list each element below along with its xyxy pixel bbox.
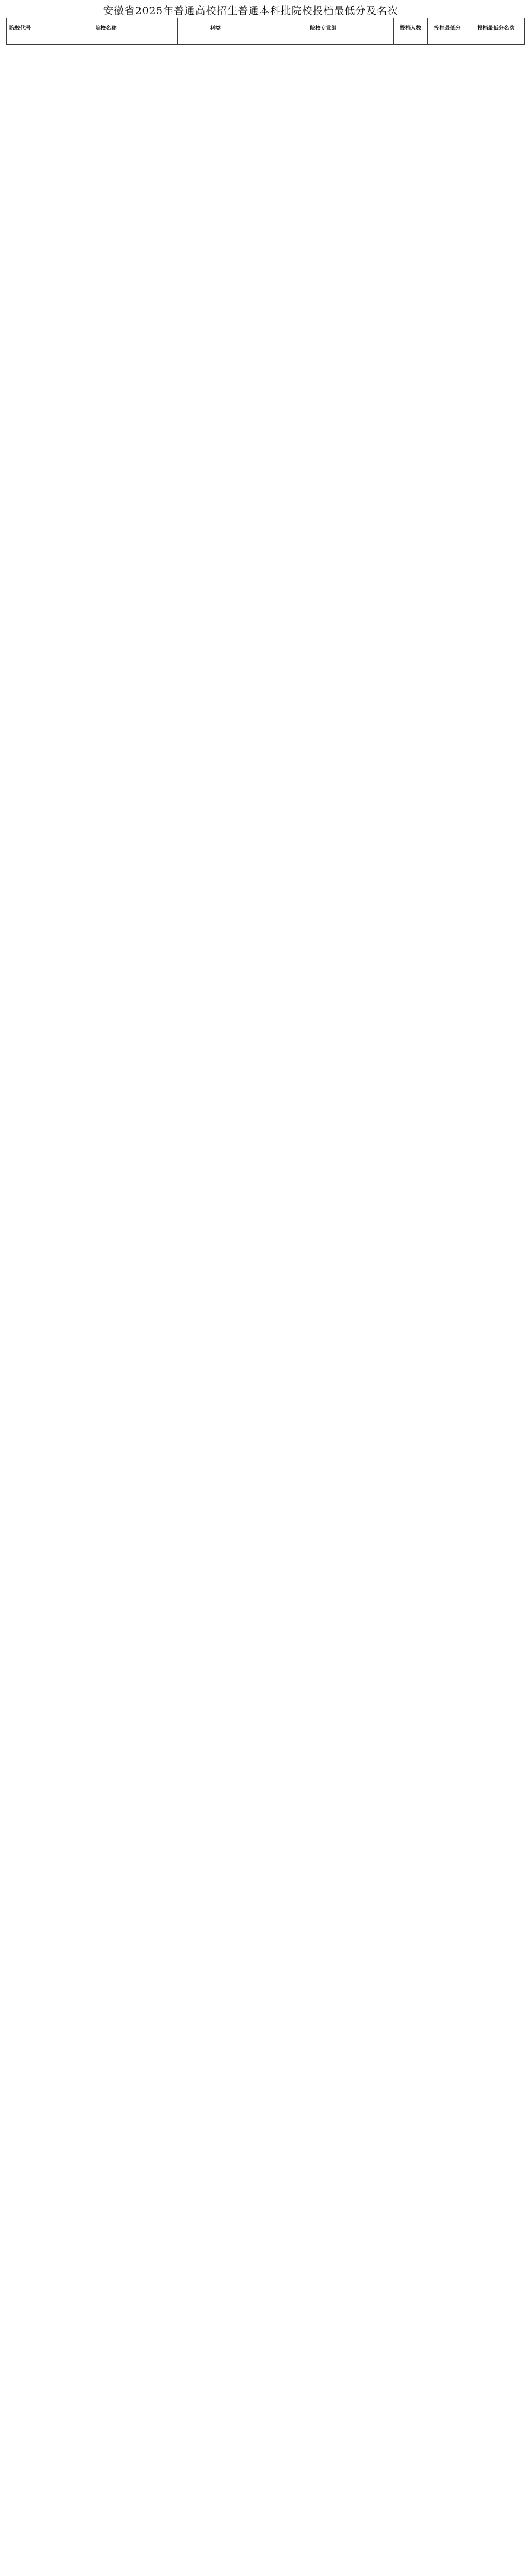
row-school: [34, 39, 178, 45]
header-plan: 投档人数: [394, 18, 428, 39]
row-rank: [467, 39, 525, 45]
table-row: [7, 39, 525, 45]
header-rank: 投档最低分名次: [467, 18, 525, 39]
page-title: 安徽省2025年普通高校招生普通本科批院校投档最低分及名次: [103, 5, 399, 17]
table-body: [7, 39, 525, 45]
header-subject: 科类: [178, 18, 253, 39]
row-min-score: [428, 39, 467, 45]
row-subject: [178, 39, 253, 45]
header-group: 院校专业组: [253, 18, 394, 39]
table-header-row: [7, 18, 525, 39]
admission-table: [6, 18, 525, 45]
header-code: 院校代号: [7, 18, 34, 39]
row-code: [7, 39, 34, 45]
row-plan: [394, 39, 428, 45]
header-min-score: 投档最低分: [428, 18, 467, 39]
header-school: 院校名称: [34, 18, 178, 39]
row-group: [253, 39, 394, 45]
